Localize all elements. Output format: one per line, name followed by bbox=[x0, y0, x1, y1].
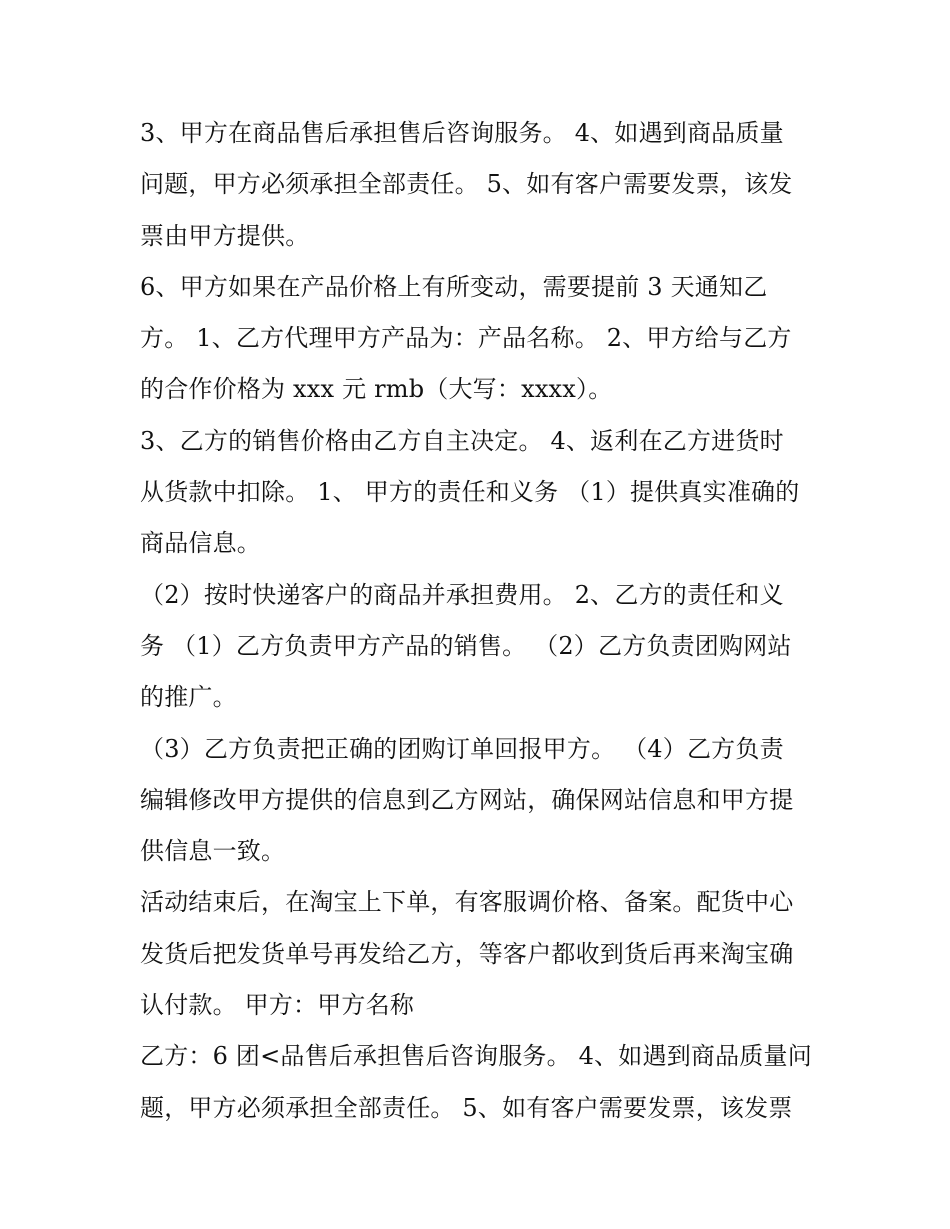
text-line: 从货款中扣除。 1、 甲方的责任和义务 （1）提供真实准确的 bbox=[140, 478, 800, 507]
text-line: 的合作价格为 xxx 元 rmb（大写：xxxx）。 bbox=[140, 375, 613, 404]
text-line: 认付款。 甲方：甲方名称 bbox=[140, 991, 415, 1020]
text-line: （3）乙方负责把正确的团购订单回报甲方。 （4）乙方负责 bbox=[140, 734, 784, 763]
contract-text bbox=[140, 108, 820, 1134]
text-line: 编辑修改甲方提供的信息到乙方网站，确保网站信息和甲方提 bbox=[140, 785, 794, 814]
text-line: 活动结束后，在淘宝上下单，有客服调价格、备案。配货中心 bbox=[140, 888, 794, 917]
text-line: 乙方：6 团<品售后承担售后咨询服务。 4、如遇到商品质量问 bbox=[140, 1042, 812, 1071]
text-line: 的推广。 bbox=[140, 683, 237, 712]
text-line: 方。 1、乙方代理甲方产品为：产品名称。 2、甲方给与乙方 bbox=[140, 324, 792, 353]
text-line: 务 （1）乙方负责甲方产品的销售。 （2）乙方负责团购网站 bbox=[140, 631, 792, 660]
text-line: 题，甲方必须承担全部责任。 5、如有客户需要发票，该发票 bbox=[140, 1093, 793, 1122]
text-line: 问题，甲方必须承担全部责任。 5、如有客户需要发票，该发 bbox=[140, 170, 793, 199]
text-line: 3、甲方在商品售后承担售后咨询服务。 4、如遇到商品质量 bbox=[140, 119, 784, 147]
text-line: 发货后把发货单号再发给乙方，等客户都收到货后再来淘宝确 bbox=[140, 939, 794, 968]
text-line: 商品信息。 bbox=[140, 529, 261, 558]
text-line: 3、乙方的销售价格由乙方自主决定。 4、返利在乙方进货时 bbox=[140, 426, 784, 455]
text-line: 票由甲方提供。 bbox=[140, 221, 310, 250]
text-line: 6、甲方如果在产品价格上有所变动，需要提前 3 天通知乙 bbox=[140, 272, 768, 301]
text-line: 供信息一致。 bbox=[140, 837, 286, 866]
text-line: （2）按时快递客户的商品并承担费用。 2、乙方的责任和义 bbox=[140, 580, 784, 609]
